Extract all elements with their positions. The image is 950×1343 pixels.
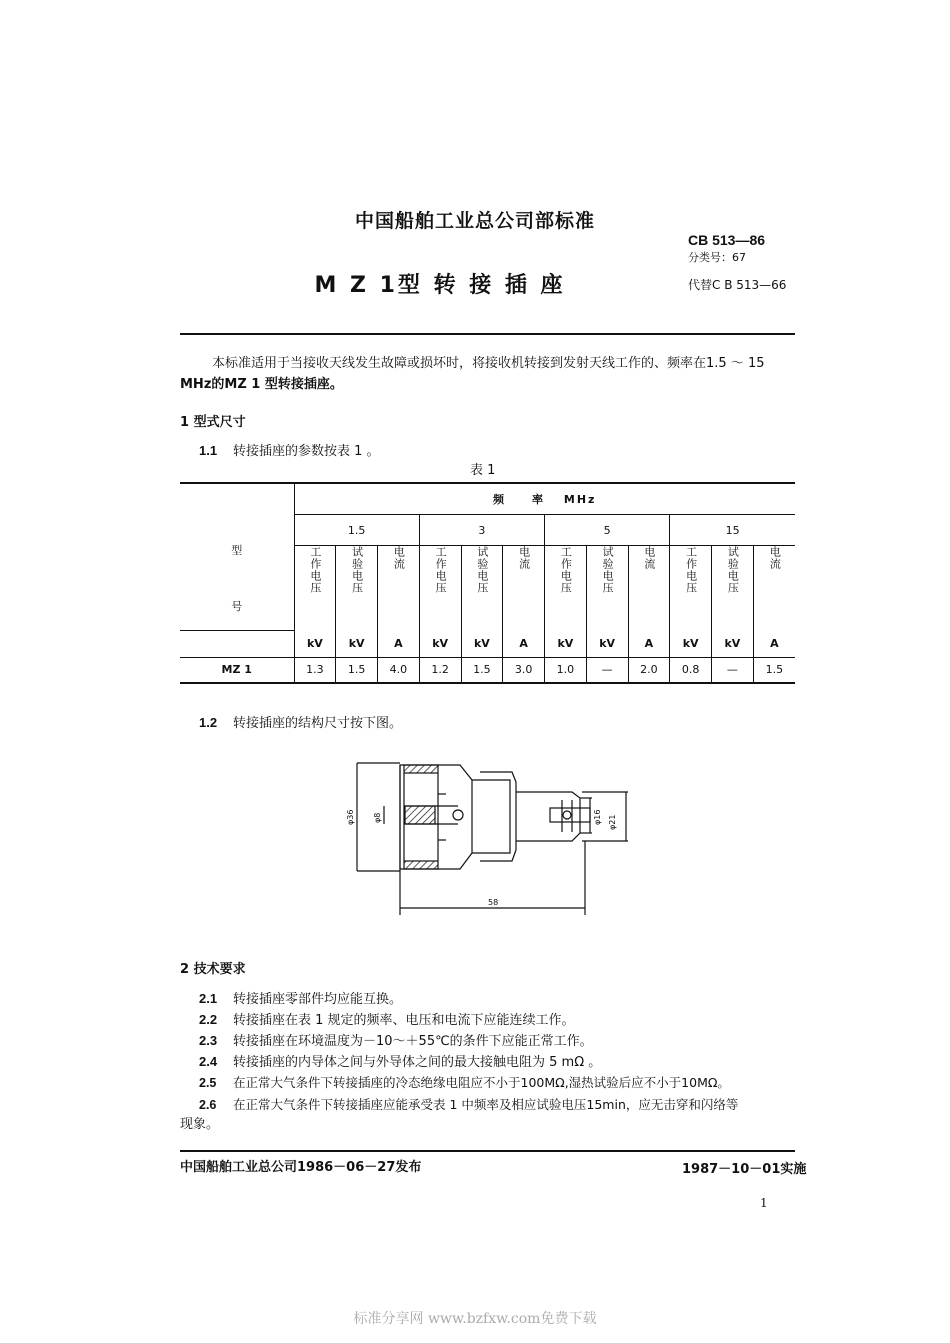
document-title: M Z 1型 转 接 插 座 bbox=[314, 273, 566, 298]
unit-kv: kV bbox=[712, 630, 754, 657]
unit-kv: kV bbox=[586, 630, 628, 657]
clause-text: 转接插座的参数按表 1 。 bbox=[233, 444, 380, 459]
unit-kv: kV bbox=[294, 630, 336, 657]
table-cell: 1.2 bbox=[419, 657, 461, 683]
clause-1-2 bbox=[199, 713, 402, 734]
clause-2-6-continued: 现象。 bbox=[180, 1117, 220, 1132]
model-header-top: 型 bbox=[231, 544, 243, 557]
unit-a: A bbox=[753, 630, 795, 657]
dim-58: 58 bbox=[488, 898, 499, 907]
dim-phi36: φ36 bbox=[346, 809, 355, 825]
freq-15: 15 bbox=[670, 515, 795, 546]
page-number: 1 bbox=[760, 1196, 768, 1210]
table-cell: 4.0 bbox=[378, 657, 420, 683]
clause-number: 1.2 bbox=[199, 715, 218, 730]
clause-2-4 bbox=[199, 1052, 601, 1073]
table-cell: 1.3 bbox=[294, 657, 336, 683]
units-blank bbox=[180, 630, 294, 657]
clause-number: 2.5 bbox=[199, 1076, 217, 1090]
table-cell: 1.5 bbox=[461, 657, 503, 683]
test-voltage-header: 试验电压 bbox=[350, 546, 364, 594]
current-header: 电流 bbox=[517, 546, 531, 570]
unit-kv: kV bbox=[670, 630, 712, 657]
section-1-title: 1 型式尺寸 bbox=[180, 415, 246, 430]
clause-number: 2.2 bbox=[199, 1012, 218, 1027]
connector-drawing bbox=[340, 750, 640, 920]
intro-line-1: 本标准适用于当接收天线发生故障或损坏时，将接收机转接到发射天线工作的、频率在1.5 ～ 15 bbox=[212, 356, 765, 371]
clause-text: 转接插座在环境温度为－10～＋55℃的条件下应能正常工作。 bbox=[233, 1034, 593, 1049]
unit-a: A bbox=[628, 630, 670, 657]
clause-text: 在正常大气条件下转接插座应能承受表 1 中频率及相应试验电压15min，应无击穿和闪络等 bbox=[233, 1097, 739, 1112]
table-cell: 3.0 bbox=[503, 657, 545, 683]
standard-code: CB 513—86 bbox=[688, 232, 766, 248]
row-model: MZ 1 bbox=[180, 657, 294, 683]
dim-phi16: φ16 bbox=[593, 809, 602, 825]
clause-text: 转接插座的内导体之间与外导体之间的最大接触电阻为 5 mΩ 。 bbox=[233, 1055, 602, 1070]
watermark: 标准分享网 www.bzfxw.com免费下载 bbox=[353, 1311, 597, 1327]
test-voltage-header: 试验电压 bbox=[601, 546, 615, 594]
unit-a: A bbox=[503, 630, 545, 657]
freq-5: 5 bbox=[545, 515, 670, 546]
clause-2-6 bbox=[199, 1095, 738, 1115]
clause-text: 在正常大气条件下转接插座的冷态绝缘电阻应不小于100MΩ,湿热试验后应不小于10MΩ。 bbox=[233, 1075, 730, 1090]
table-cell: 0.8 bbox=[670, 657, 712, 683]
test-voltage-header: 试验电压 bbox=[726, 546, 740, 594]
table-caption: 表 1 bbox=[470, 463, 496, 478]
unit-kv: kV bbox=[336, 630, 378, 657]
frequency-header: 频 率 MHz bbox=[294, 483, 795, 515]
clause-text: 转接插座在表 1 规定的频率、电压和电流下应能连续工作。 bbox=[233, 1013, 575, 1028]
freq-3: 3 bbox=[419, 515, 544, 546]
clause-text: 转接插座零部件均应能互换。 bbox=[233, 992, 403, 1007]
table-cell: — bbox=[712, 657, 754, 683]
table-cell: 1.5 bbox=[336, 657, 378, 683]
unit-a: A bbox=[378, 630, 420, 657]
header-rule bbox=[180, 333, 795, 335]
clause-number: 2.4 bbox=[199, 1054, 218, 1069]
footer-rule bbox=[180, 1150, 795, 1152]
clause-text: 转接插座的结构尺寸按下图。 bbox=[233, 716, 403, 731]
table-cell: 2.0 bbox=[628, 657, 670, 683]
work-voltage-header: 工作电压 bbox=[308, 546, 322, 594]
clause-2-1 bbox=[199, 989, 402, 1010]
issuing-organization: 中国船舶工业总公司部标准 bbox=[354, 210, 595, 232]
unit-kv: kV bbox=[461, 630, 503, 657]
classification-number: 分类号：67 bbox=[688, 251, 746, 264]
clause-number: 2.3 bbox=[199, 1033, 218, 1048]
clause-1-1 bbox=[199, 441, 380, 462]
section-2-title: 2 技术要求 bbox=[180, 962, 246, 977]
current-header: 电流 bbox=[768, 546, 782, 570]
current-header: 电流 bbox=[392, 546, 406, 570]
table-cell: — bbox=[586, 657, 628, 683]
clause-number: 2.6 bbox=[199, 1098, 217, 1112]
current-header: 电流 bbox=[642, 546, 656, 570]
issue-date: 中国船舶工业总公司1986－06－27发布 bbox=[180, 1160, 422, 1175]
unit-kv: kV bbox=[419, 630, 461, 657]
clause-number: 2.1 bbox=[199, 991, 218, 1006]
model-header-bottom: 号 bbox=[231, 600, 243, 613]
clause-number: 1.1 bbox=[199, 443, 218, 458]
clause-2-2 bbox=[199, 1010, 575, 1031]
dim-phi21: φ21 bbox=[608, 814, 617, 830]
table-cell: 1.0 bbox=[545, 657, 587, 683]
dim-phi8: φ8 bbox=[373, 812, 382, 823]
model-header-cell bbox=[180, 483, 294, 630]
work-voltage-header: 工作电压 bbox=[559, 546, 573, 594]
intro-line-2: MHz的MZ 1 型转接插座。 bbox=[180, 377, 343, 392]
parameter-table bbox=[180, 482, 795, 684]
clause-2-5 bbox=[199, 1073, 730, 1093]
table-cell: 1.5 bbox=[753, 657, 795, 683]
replaces-standard: 代替C B 513—66 bbox=[688, 278, 787, 292]
unit-kv: kV bbox=[545, 630, 587, 657]
effective-date: 1987－10－01实施 bbox=[682, 1162, 807, 1177]
freq-1-5: 1.5 bbox=[294, 515, 419, 546]
work-voltage-header: 工作电压 bbox=[434, 546, 448, 594]
test-voltage-header: 试验电压 bbox=[475, 546, 489, 594]
clause-2-3 bbox=[199, 1031, 593, 1052]
work-voltage-header: 工作电压 bbox=[684, 546, 698, 594]
